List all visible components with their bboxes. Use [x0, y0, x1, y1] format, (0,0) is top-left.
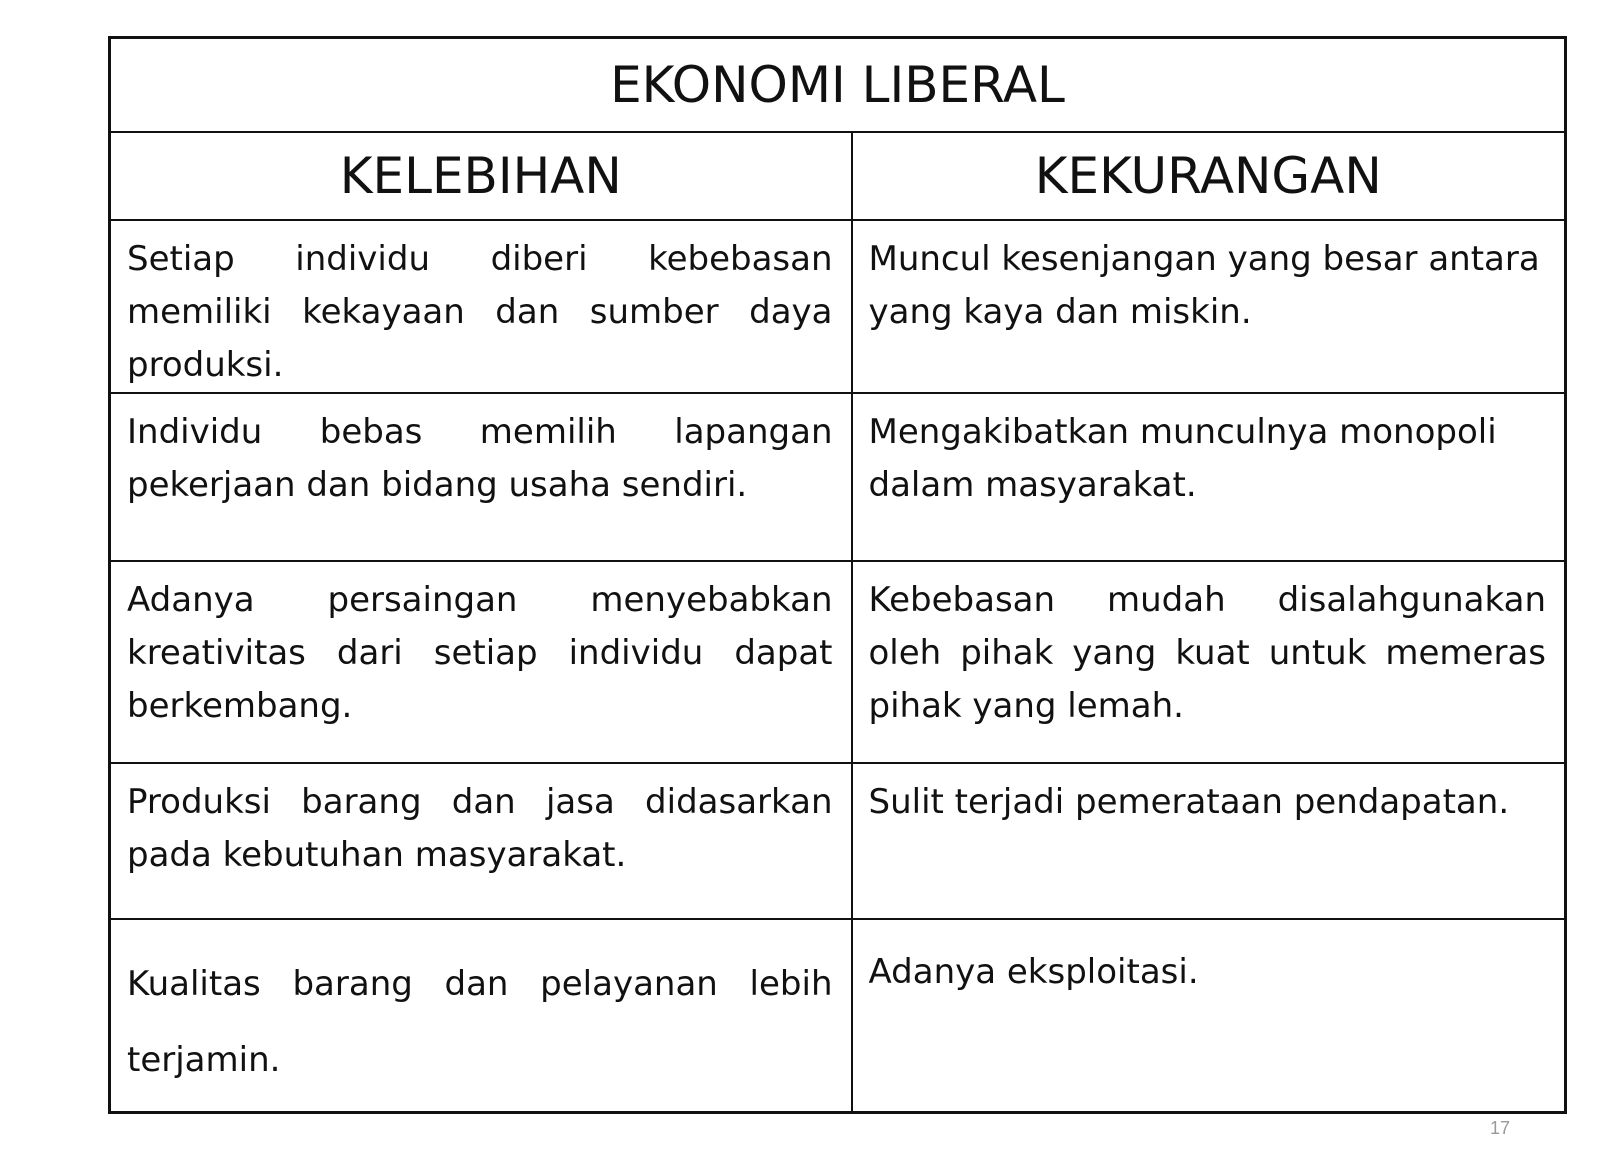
advantage-cell: Produksi barang dan jasa didasarkan pada kebutuhan masyarakat.: [110, 763, 852, 919]
disadvantage-cell: Mengakibatkan munculnya monopoli dalam masyarakat.: [852, 393, 1566, 561]
advantage-cell: Setiap individu diberi kebebasan memiliki kekayaan dan sumber daya produksi.: [110, 220, 852, 393]
title-row: [110, 38, 1566, 133]
header-row: [110, 132, 1566, 220]
table-row: [110, 763, 1566, 919]
table-row: [110, 561, 1566, 763]
advantage-cell: Individu bebas memilih lapangan pekerjaan dan bidang usaha sendiri.: [110, 393, 852, 561]
page-number: 17: [1490, 1118, 1511, 1138]
table-row: [110, 220, 1566, 393]
disadvantage-cell: Muncul kesenjangan yang besar antara yang kaya dan miskin.: [852, 220, 1566, 393]
comparison-table: [108, 36, 1567, 1114]
disadvantage-cell: Kebebasan mudah disalahgunakan oleh pihak yang kuat untuk memeras pihak yang lemah.: [852, 561, 1566, 763]
disadvantage-cell: Sulit terjadi pemerataan pendapatan.: [852, 763, 1566, 919]
table-row: [110, 393, 1566, 561]
header-advantages: KELEBIHAN: [110, 132, 852, 220]
table-row: [110, 919, 1566, 1112]
advantage-cell: Kualitas barang dan pelayanan lebih terjamin.: [110, 919, 852, 1112]
advantage-cell: Adanya persaingan menyebabkan kreativitas dari setiap individu dapat berkembang.: [110, 561, 852, 763]
header-disadvantages: KEKURANGAN: [852, 132, 1566, 220]
disadvantage-cell: Adanya eksploitasi.: [852, 919, 1566, 1112]
table-title: EKONOMI LIBERAL: [110, 38, 1566, 133]
